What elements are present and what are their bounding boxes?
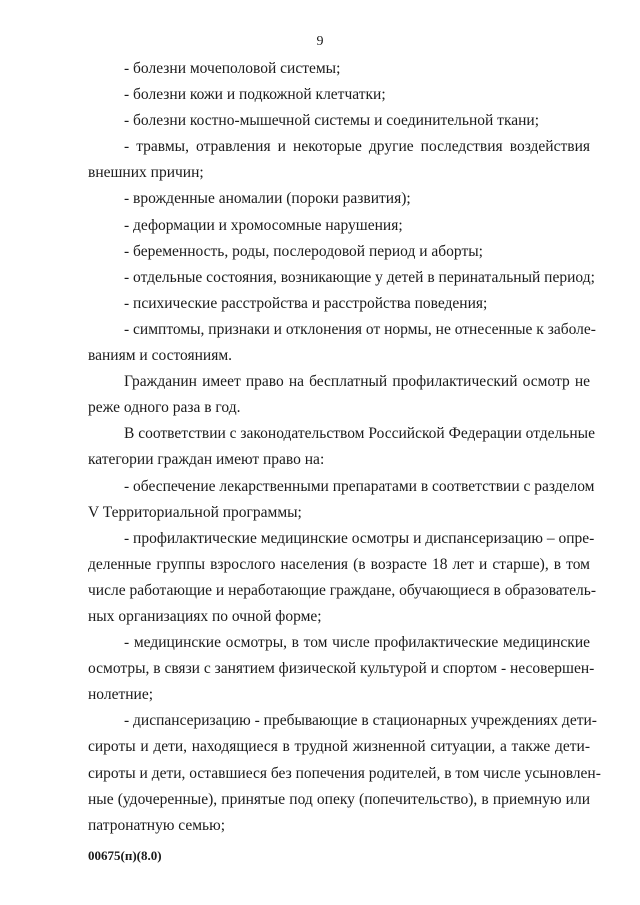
text-line: - симптомы, признаки и отклонения от нормы, не отнесенные к заболе-: [124, 320, 596, 338]
text-line: - психические расстройства и расстройства поведения;: [124, 294, 488, 312]
text-line: - болезни костно-мышечной системы и соединительной ткани;: [124, 112, 540, 130]
text-line: - отдельные состояния, возникающие у детей в перинатальный период;: [124, 268, 595, 286]
page-number: 9: [316, 34, 324, 49]
text-line: - болезни кожи и подкожной клетчатки;: [124, 86, 386, 104]
text-line: числе работающие и неработающие граждане, обучающиеся в образователь-: [88, 581, 597, 599]
text-line: нолетние;: [88, 686, 154, 704]
text-line: внешних причин;: [88, 164, 204, 182]
text-line: V Территориальной программы;: [88, 503, 302, 521]
text-line: - обеспечение лекарственными препаратами в соответствии с разделом: [124, 477, 595, 495]
text-line: - профилактические медицинские осмотры и диспансеризацию – опре-: [124, 529, 595, 547]
text-line: - беременность, роды, послеродовой период и аборты;: [124, 242, 483, 260]
text-line: В соответствии с законодательством Российской Федерации отдельные: [124, 425, 595, 443]
document-body: [88, 56, 601, 839]
text-line: реже одного раза в год.: [88, 399, 241, 417]
text-line: - болезни мочеполовой системы;: [124, 60, 341, 77]
text-line: сироты и дети, оставшиеся без попечения родителей, в том числе усыновлен-: [88, 764, 601, 782]
text-line: Гражданин имеет право на бесплатный профилактический осмотр не: [124, 373, 590, 391]
text-line: ваниям и состояниям.: [88, 347, 233, 365]
text-line: патронатную семью;: [88, 816, 225, 834]
document-code: 00675(п)(8.0): [88, 848, 162, 863]
text-line: сироты и дети, находящиеся в трудной жизненной ситуации, а также дети-: [88, 738, 590, 756]
text-line: деленные группы взрослого населения (в возрасте 18 лет и старше), в том: [88, 555, 590, 573]
text-line: - диспансеризацию - пребывающие в стационарных учреждениях дети-: [124, 712, 597, 730]
text-line: - деформации и хромосомные нарушения;: [124, 216, 403, 234]
text-line: ные (удочеренные), принятые под опеку (попечительство), в приемную или: [88, 790, 590, 808]
text-line: - медицинские осмотры, в том числе профилактические медицинские: [124, 634, 590, 652]
text-line: категории граждан имеют право на:: [88, 451, 325, 469]
text-line: - врожденные аномалии (пороки развития);: [124, 190, 411, 208]
text-line: осмотры, в связи с занятием физической культурой и спортом - несовершен-: [88, 660, 595, 678]
text-line: - травмы, отравления и некоторые другие последствия воздействия: [124, 138, 590, 156]
text-line: ных организациях по очной форме;: [88, 607, 322, 625]
